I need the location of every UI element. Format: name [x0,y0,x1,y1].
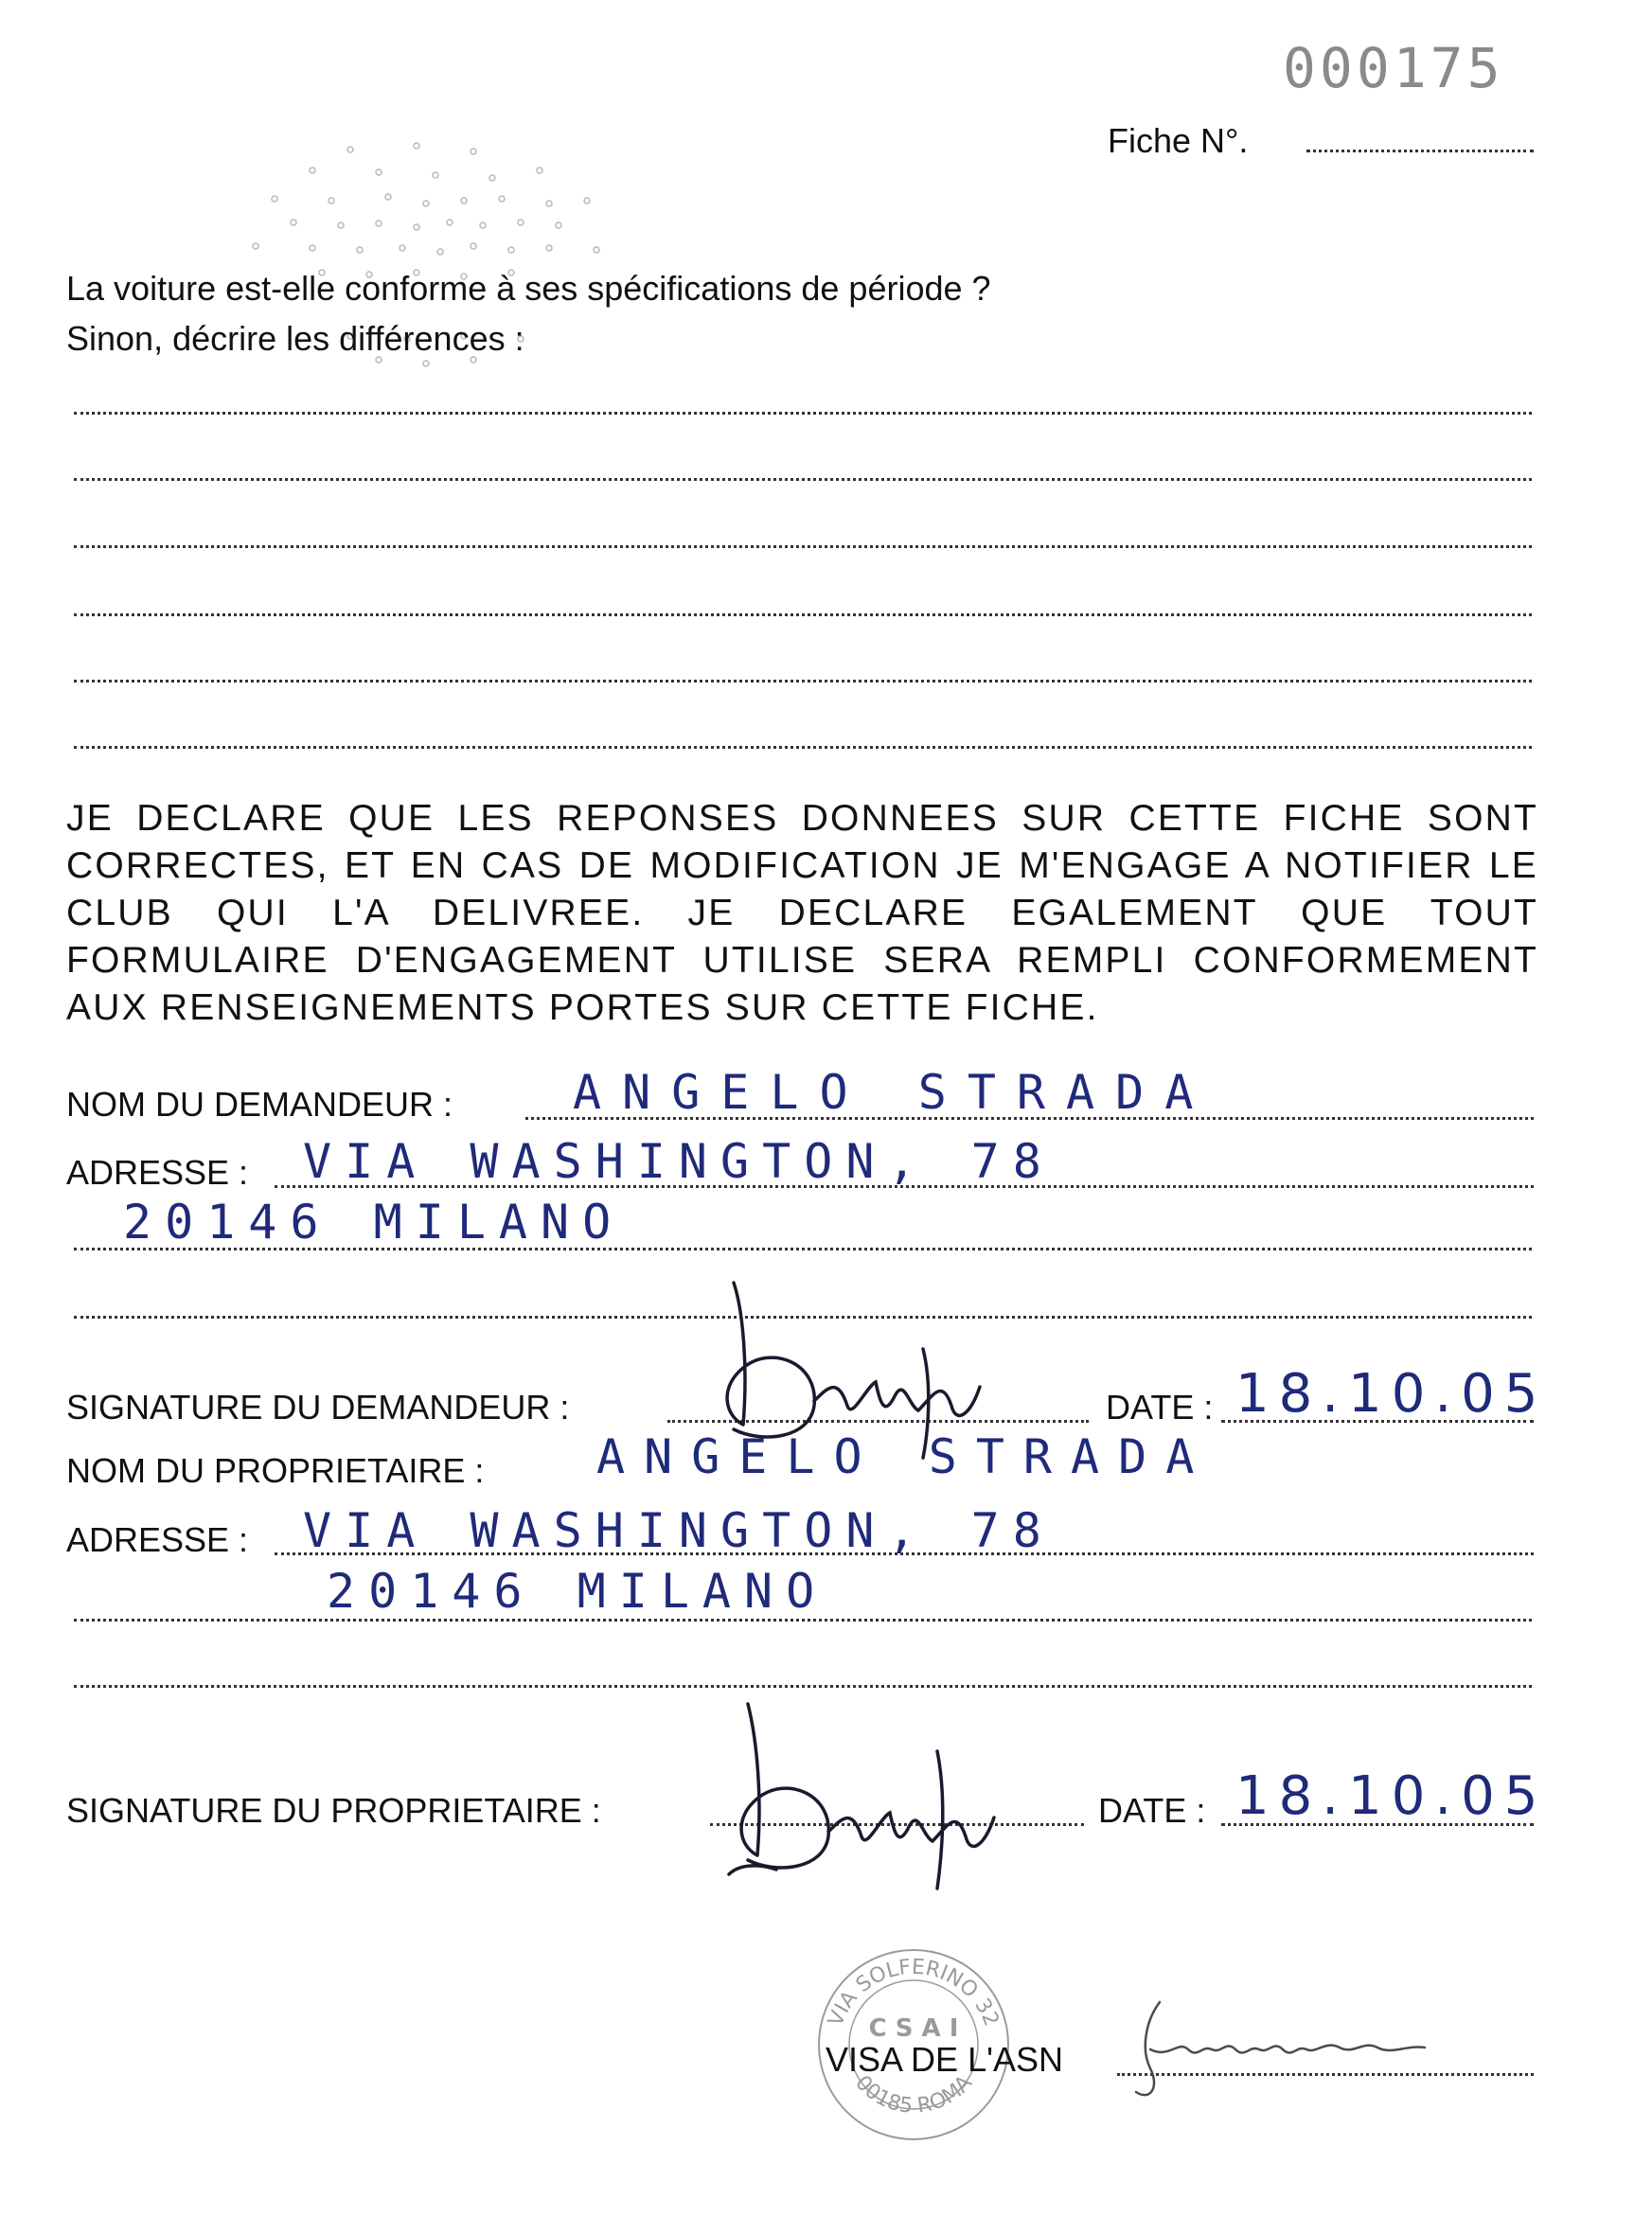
fiche-number-line[interactable] [1306,150,1534,152]
owner-address-label: ADRESSE : [66,1520,249,1559]
owner-signature-label: SIGNATURE DU PROPRIETAIRE : [66,1791,601,1830]
owner-address-line2: 20146 MILANO [327,1564,828,1619]
svg-text:VIA SOLFERINO 32: VIA SOLFERINO 32 [824,1955,1004,2030]
asn-visa-signature [1122,1993,1444,2106]
svg-text:C S A I: C S A I [868,2014,959,2043]
differences-line[interactable] [74,545,1532,548]
applicant-signature-label: SIGNATURE DU DEMANDEUR : [66,1388,570,1427]
differences-line[interactable] [74,613,1532,616]
serial-number: 000175 [1283,36,1504,100]
owner-address-line-2[interactable] [74,1619,1532,1622]
owner-date-label: DATE : [1098,1791,1206,1830]
differences-line[interactable] [74,412,1532,415]
differences-prompt: Sinon, décrire les différences : [66,319,524,358]
owner-address-line-3[interactable] [74,1685,1532,1688]
svg-text:00185 ROMA: 00185 ROMA [850,2071,977,2119]
applicant-address-label: ADRESSE : [66,1153,249,1192]
differences-line[interactable] [74,680,1532,683]
applicant-name-value: ANGELO STRADA [573,1065,1215,1120]
applicant-date-label: DATE : [1106,1388,1214,1427]
conformity-question: La voiture est-elle conforme à ses spécifications de période ? [66,269,991,308]
owner-date-value: 18.10.05 [1235,1765,1548,1827]
differences-line[interactable] [74,746,1532,749]
applicant-date-value: 18.10.05 [1235,1363,1548,1425]
fiche-number-label: Fiche N°. [1108,121,1249,160]
declaration-text: JE DECLARE QUE LES REPONSES DONNEES SUR CETTE FICHE SONT CORRECTES, ET EN CAS DE MODIFICATION JE M'ENGAGE A NOTIFIER LE CLUB QUI L'A DELIVREE. JE DECLARE EGALEMENT QUE TOUT FORMULAIRE D'ENGAGEMENT UTILISE SERA REMPLI CONFORMEMENT AUX RENSEIGNEMENTS PORTES SUR CETTE FICHE. [66,798,1538,1028]
owner-name-value: ANGELO STRADA [596,1429,1214,1484]
applicant-address-line1: VIA WASHINGTON, 78 [303,1134,1055,1189]
owner-address-line1: VIA WASHINGTON, 78 [303,1503,1055,1558]
applicant-address-line2: 20146 MILANO [123,1195,625,1250]
differences-line[interactable] [74,478,1532,481]
applicant-name-label: NOM DU DEMANDEUR : [66,1085,453,1124]
owner-signature [719,1694,1032,1893]
asn-visa-label: VISA DE L'ASN [826,2040,1063,2079]
owner-name-label: NOM DU PROPRIETAIRE : [66,1451,485,1490]
